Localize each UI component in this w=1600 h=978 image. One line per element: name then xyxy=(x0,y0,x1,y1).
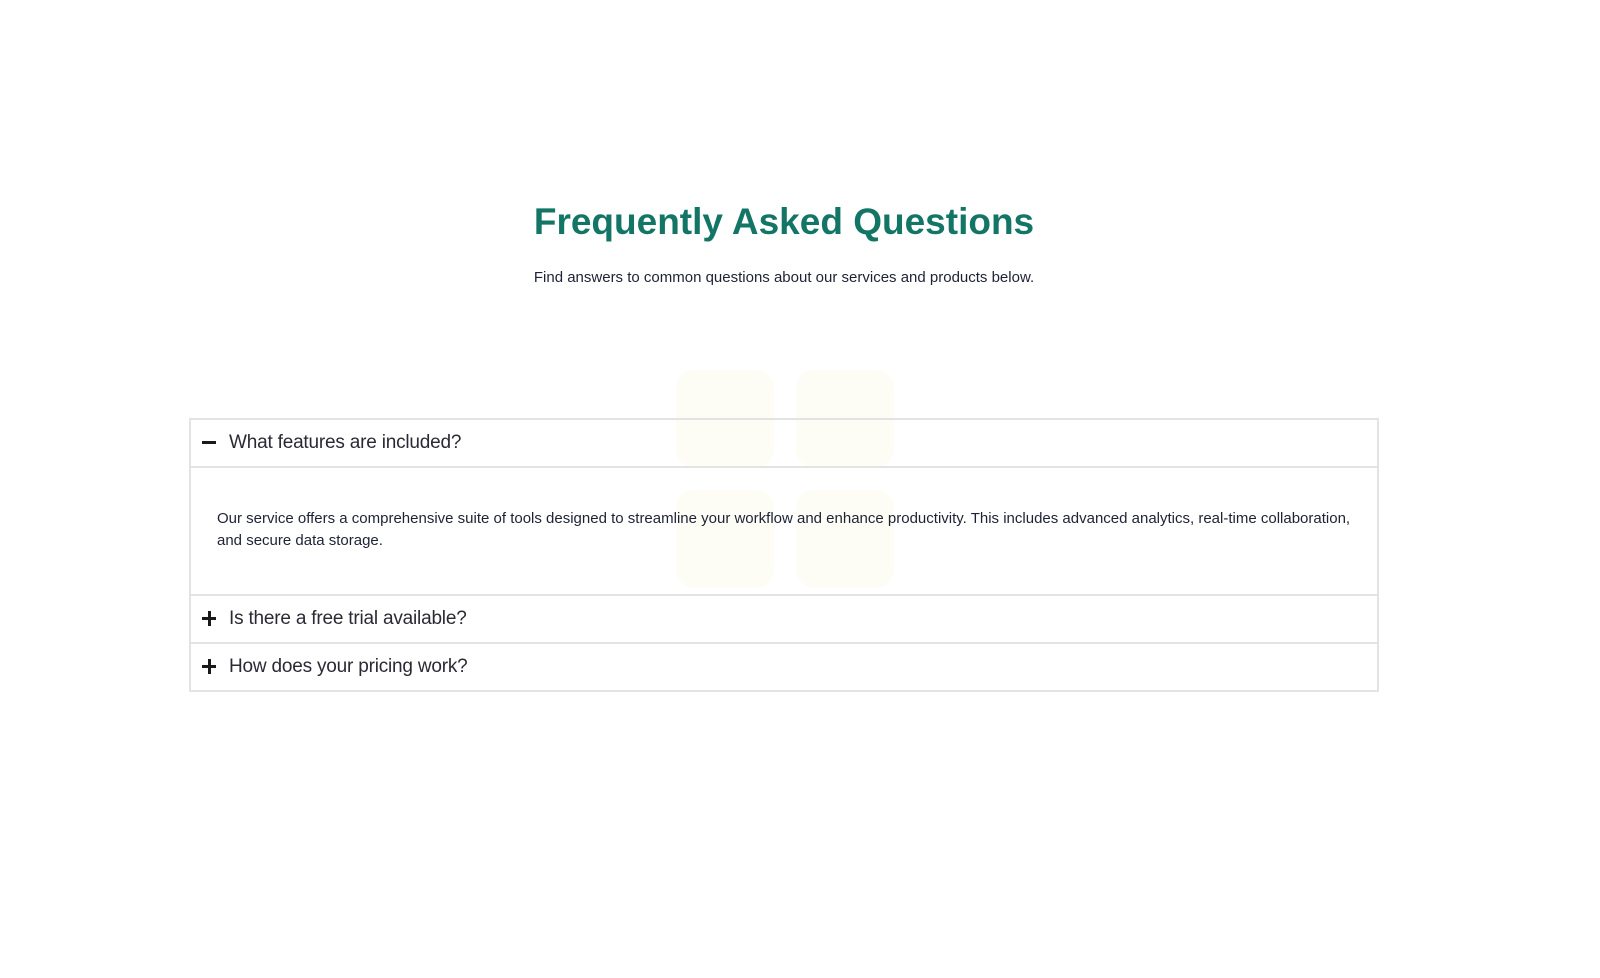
plus-icon[interactable] xyxy=(201,610,219,628)
faq-question-toggle[interactable] xyxy=(191,596,1377,642)
faq-item xyxy=(189,418,1379,594)
faq-accordion xyxy=(189,418,1379,692)
faq-question: How does your pricing work? xyxy=(229,656,468,677)
faq-item xyxy=(189,642,1379,692)
minus-icon[interactable] xyxy=(201,434,219,452)
faq-question: What features are included? xyxy=(229,432,462,453)
faq-item xyxy=(189,594,1379,642)
plus-icon[interactable] xyxy=(201,658,219,676)
faq-question: Is there a free trial available? xyxy=(229,608,467,629)
faq-answer: Our service offers a comprehensive suite of tools designed to streamline your workflow and enhance productivity. This includes advanced analytics, real-time collaboration, and secure data storage. xyxy=(191,466,1377,594)
page-subtitle: Find answers to common questions about our services and products below. xyxy=(533,269,1035,286)
faq-question-toggle[interactable] xyxy=(191,644,1377,690)
faq-question-toggle[interactable] xyxy=(191,420,1377,466)
page-title: Frequently Asked Questions xyxy=(533,201,1035,242)
